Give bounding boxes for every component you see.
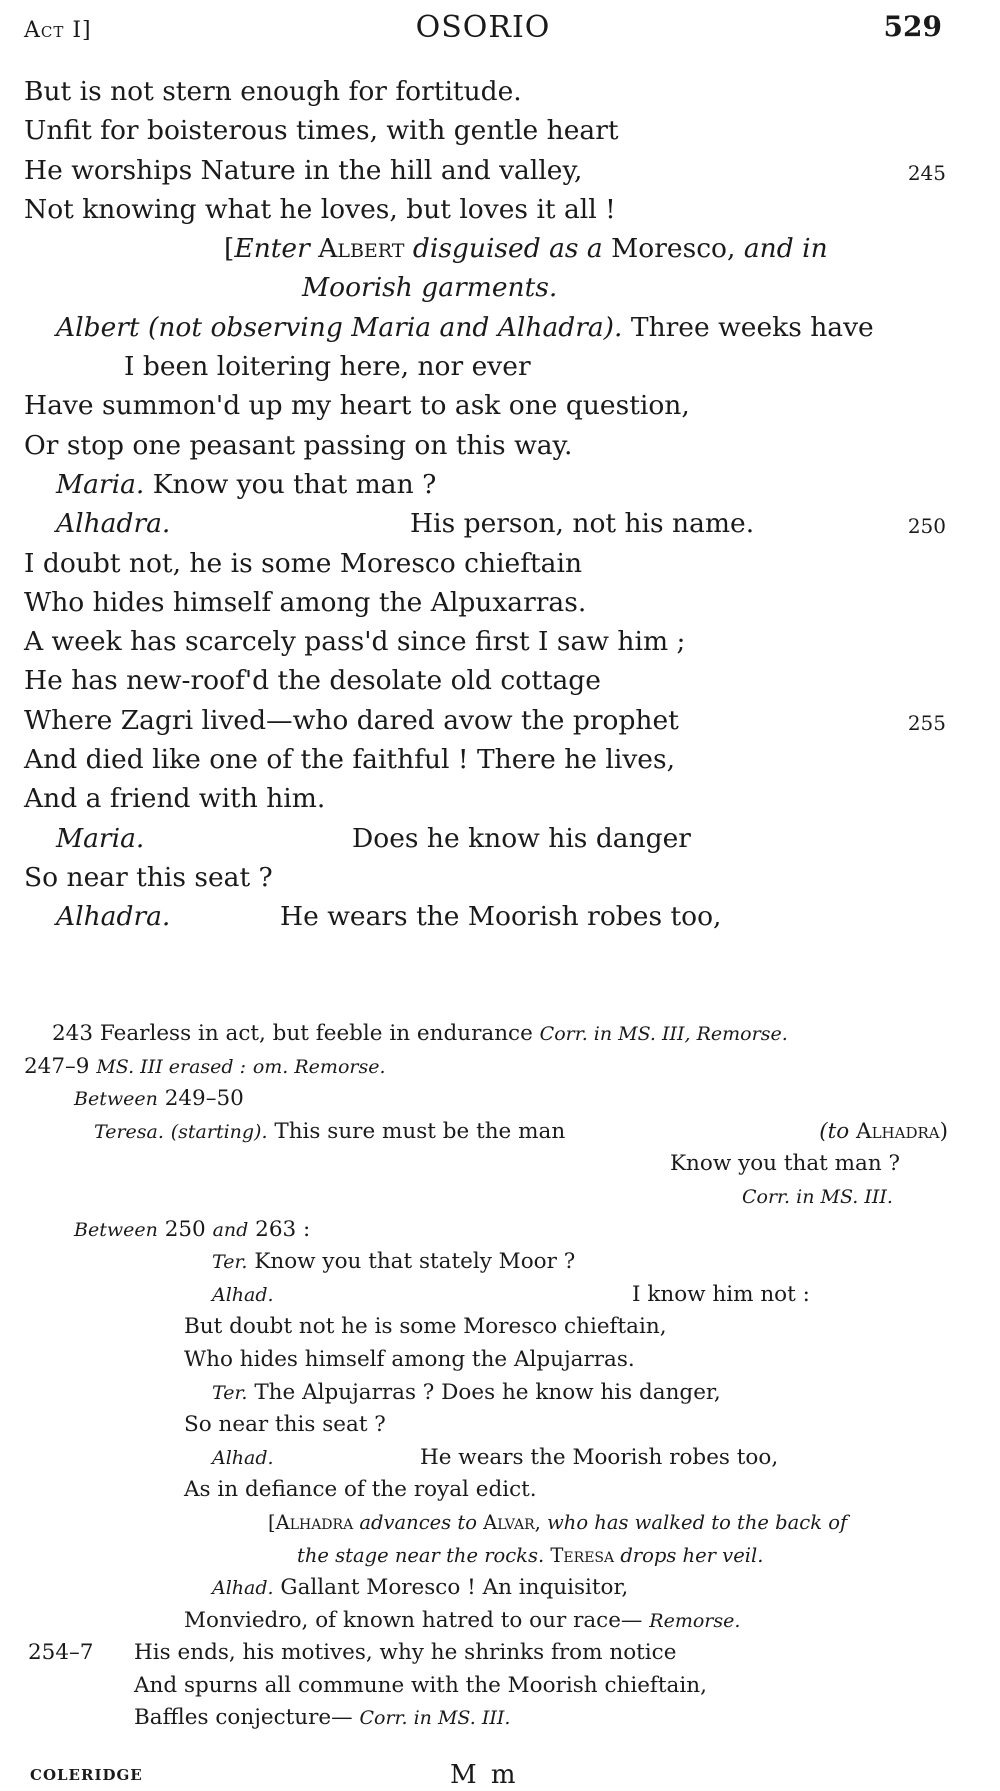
verse-line-text: Where Zagri lived—who dared avow the prophet <box>24 704 679 736</box>
speaker-name: Albert <box>56 311 140 343</box>
footnote-line <box>24 1442 948 1475</box>
verse-line: He has new-roof'd the desolate old cottage <box>24 665 601 697</box>
stage-note: (not observing Maria and Alhadra). <box>148 311 623 343</box>
speaker-name: Alhadra. <box>56 901 171 933</box>
note-source: Corr. in MS. III. <box>742 1185 893 1208</box>
stage-direction <box>24 1507 948 1540</box>
footnote-line <box>24 1116 948 1149</box>
footnote-line: And spurns all commune with the Moorish chieftain, <box>134 1672 707 1698</box>
note-text: Know you that stately Moor ? <box>254 1249 576 1275</box>
sd-word: who has walked to the back of <box>547 1510 848 1534</box>
character-name: Alhadra <box>275 1510 354 1534</box>
bracket: [ <box>224 233 235 265</box>
line-number: 250 <box>907 514 946 539</box>
verse-line: Unfit for boisterous times, with gentle heart <box>24 115 619 147</box>
footnote-line: So near this seat ? <box>184 1412 386 1438</box>
note-text: Gallant Moresco ! An inquisitor, <box>280 1575 629 1601</box>
footnote-line <box>24 1702 948 1735</box>
speaker-name: Maria. <box>56 468 145 500</box>
signature-mark: M m <box>450 1760 519 1790</box>
note-ref: 254–7 <box>28 1640 94 1666</box>
sd-word: drops her veil. <box>620 1543 764 1567</box>
footnote-line: But doubt not he is some Moresco chieftain, <box>184 1314 667 1340</box>
page-number: 529 <box>883 10 942 43</box>
verse-line: Not knowing what he loves, but loves it all ! <box>24 193 616 225</box>
footnote-line: Know you that man ? <box>670 1151 901 1177</box>
verse-line-text: He worships Nature in the hill and valley, <box>24 154 583 186</box>
character-name: Alvar, <box>483 1510 541 1534</box>
note-ref: 249–50 <box>164 1086 244 1112</box>
sd-word: Moresco, <box>611 233 736 265</box>
footnote-line <box>24 1246 948 1279</box>
note-ref: 250 <box>164 1216 206 1242</box>
speaker-name: Alhad. <box>212 1577 274 1600</box>
footnote-line <box>24 1214 948 1247</box>
act-label: Act I] <box>24 18 92 43</box>
verse-line: So near this seat ? <box>24 861 273 893</box>
verse-line: I been loitering here, nor ever <box>124 351 531 383</box>
speaker-name: Maria. <box>56 822 145 854</box>
play-title: OSORIO <box>415 10 551 45</box>
footnote-line <box>24 1279 948 1312</box>
note-source: Corr. in MS. III, Remorse. <box>539 1023 788 1045</box>
note-source: om. Remorse. <box>252 1055 386 1078</box>
speaker-name: Teresa. <box>94 1120 164 1143</box>
note-ref: 263 : <box>255 1216 311 1242</box>
sd-word: the stage near the rocks. <box>297 1543 545 1567</box>
speaker-name: Alhad. <box>212 1446 274 1469</box>
character-name: Alhadra <box>856 1118 940 1144</box>
speaker-name: Ter. <box>212 1381 248 1404</box>
verse-line: Who hides himself among the Alpuxarras. <box>24 586 587 618</box>
note-text: I know him not : <box>632 1281 810 1307</box>
footnote-line <box>24 1572 948 1605</box>
sd-word: Enter <box>234 233 310 265</box>
sd-word: (to <box>819 1118 850 1144</box>
sd-word: disguised as a <box>412 233 603 265</box>
stage-direction <box>24 229 944 268</box>
speech-text: He wears the Moorish robes too, <box>280 901 722 933</box>
footnotes <box>24 1018 948 1735</box>
verse-line <box>24 701 944 740</box>
speaker-name: Alhad. <box>212 1283 274 1306</box>
footnote-line <box>24 1051 948 1084</box>
sd-word: ) <box>939 1118 948 1144</box>
note-source: Corr. in MS. III. <box>359 1707 511 1730</box>
speech-text: His person, not his name. <box>410 508 755 540</box>
note-source: MS. III erased : <box>96 1055 246 1078</box>
verse-line: Have summon'd up my heart to ask one question, <box>24 390 690 422</box>
sd-word: advances to <box>359 1510 477 1534</box>
speech-line <box>24 897 944 936</box>
character-name: Teresa <box>550 1543 615 1567</box>
note-ref: 247–9 <box>24 1053 90 1079</box>
note-ref: 243 <box>52 1021 94 1046</box>
footnote-line <box>24 1377 948 1410</box>
sd-word: and in <box>743 233 828 265</box>
footnote-line <box>24 1637 948 1670</box>
speech-text: Three weeks have <box>630 311 874 343</box>
note-text: This sure must be the man <box>274 1118 566 1144</box>
verse-line: But is not stern enough for fortitude. <box>24 76 522 107</box>
note-text: He wears the Moorish robes too, <box>420 1444 779 1470</box>
stage-direction: Moorish garments. <box>302 272 558 304</box>
footnote-line <box>24 1083 948 1116</box>
verse-line: And died like one of the faithful ! There he lives, <box>24 744 675 776</box>
note-label: and <box>212 1218 249 1241</box>
line-number: 245 <box>907 160 946 185</box>
note-text: The Alpujarras ? Does he know his danger, <box>254 1379 721 1405</box>
note-text: Baffles conjecture— <box>134 1705 353 1731</box>
note-label: Between <box>74 1088 158 1111</box>
verse-line: A week has scarcely pass'd since first I saw him ; <box>24 626 686 658</box>
speech-text: Know you that man ? <box>152 468 437 500</box>
speech-line <box>24 465 944 504</box>
footnote-line <box>24 1605 948 1638</box>
stage-direction <box>24 1540 948 1573</box>
verse-line <box>24 151 944 190</box>
footnote-line: As in defiance of the royal edict. <box>184 1477 537 1503</box>
line-number: 255 <box>907 710 946 735</box>
note-text: Fearless in act, but feeble in endurance <box>99 1021 533 1046</box>
page-footer <box>30 1760 942 1790</box>
speech-line <box>24 504 944 543</box>
footnote-line <box>24 1018 948 1051</box>
speech-text: Does he know his danger <box>352 822 691 854</box>
stage-note: (starting). <box>170 1120 268 1143</box>
character-name: Albert <box>318 233 405 265</box>
speaker-name: Alhadra. <box>56 508 171 540</box>
speech-line <box>24 308 944 347</box>
note-source: Remorse. <box>649 1609 741 1632</box>
speaker-name: Ter. <box>212 1251 248 1274</box>
running-header <box>24 10 942 50</box>
footnote-line: Who hides himself among the Alpujarras. <box>184 1346 635 1372</box>
verse-text <box>24 72 944 937</box>
bracket: [ <box>268 1510 276 1534</box>
signature-author: COLERIDGE <box>30 1766 143 1784</box>
verse-line: Or stop one peasant passing on this way. <box>24 429 573 461</box>
speech-line <box>24 819 944 858</box>
note-text: Monviedro, of known hatred to our race— <box>184 1607 643 1633</box>
verse-line: And a friend with him. <box>24 783 326 815</box>
note-text: His ends, his motives, why he shrinks from notice <box>134 1640 677 1666</box>
note-label: Between <box>74 1218 158 1241</box>
verse-line: I doubt not, he is some Moresco chieftain <box>24 547 583 579</box>
stage-note <box>819 1116 948 1149</box>
